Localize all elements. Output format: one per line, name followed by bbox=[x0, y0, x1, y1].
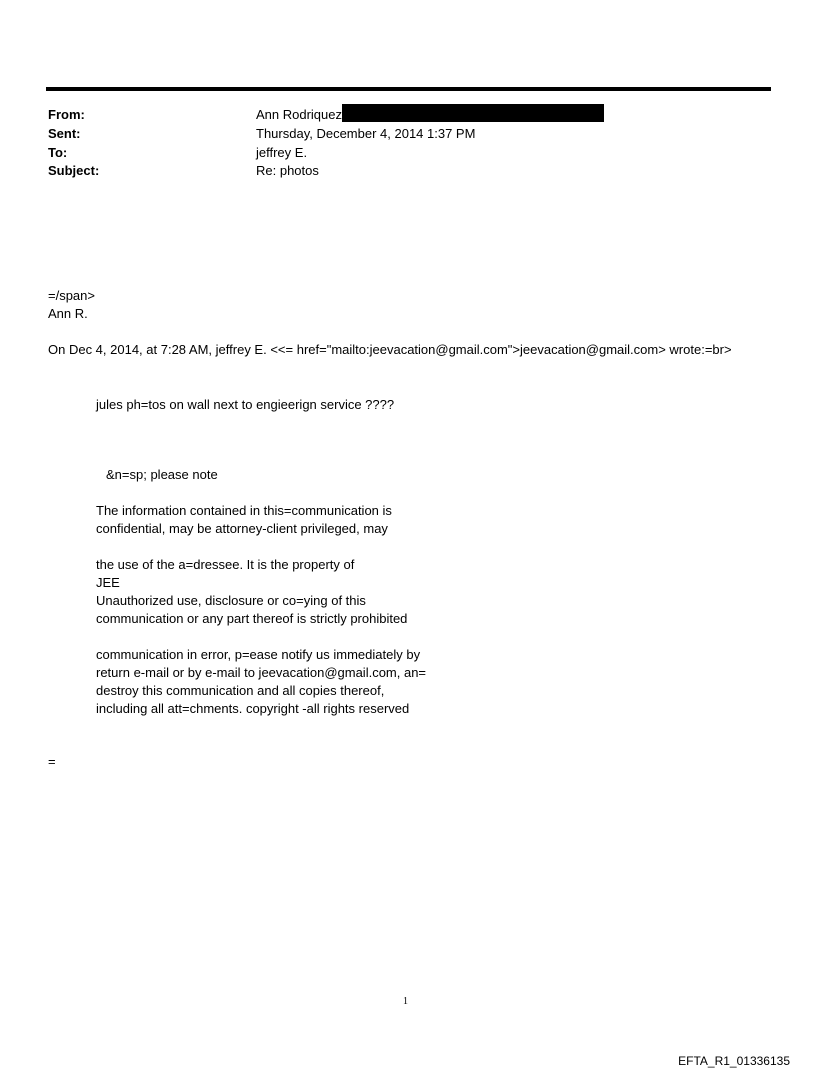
from-label: From: bbox=[48, 107, 85, 122]
to-value: jeffrey E. bbox=[256, 145, 308, 160]
header-to-row bbox=[48, 144, 748, 162]
signature: Ann R. bbox=[48, 306, 88, 321]
disclaimer-line-3: the use of the a=dressee. It is the property of bbox=[96, 557, 355, 572]
subject-label: Subject: bbox=[48, 163, 100, 178]
quoted-message: jules ph=tos on wall next to engieerign service ???? bbox=[96, 397, 395, 412]
redaction-box bbox=[342, 104, 604, 122]
sent-value: Thursday, December 4, 2014 1:37 PM bbox=[256, 126, 476, 141]
disclaimer-line-7: communication in error, p=ease notify us immediately by bbox=[96, 647, 421, 662]
header-subject-row bbox=[48, 162, 748, 180]
subject-value: Re: photos bbox=[256, 163, 319, 178]
disclaimer-line-1: The information contained in this=communication is bbox=[96, 503, 392, 518]
span-artifact: =/span> bbox=[48, 288, 95, 303]
equals-artifact: = bbox=[48, 754, 56, 769]
to-label: To: bbox=[48, 145, 68, 160]
from-value: Ann Rodriquez bbox=[256, 107, 342, 122]
header-divider-rule bbox=[46, 87, 771, 91]
nbsp-line: &n=sp; please note bbox=[106, 467, 218, 482]
header-sent-row bbox=[48, 125, 748, 143]
disclaimer-line-8: return e-mail or by e-mail to jeevacation@gmail.com, an= bbox=[96, 665, 427, 680]
disclaimer-line-10: including all att=chments. copyright -all rights reserved bbox=[96, 701, 410, 716]
bates-number: EFTA_R1_01336135 bbox=[678, 1054, 790, 1068]
page-number: 1 bbox=[403, 996, 408, 1007]
disclaimer-line-5: Unauthorized use, disclosure or co=ying of this bbox=[96, 593, 366, 608]
disclaimer-line-4: JEE bbox=[96, 575, 120, 590]
disclaimer-line-6: communication or any part thereof is strictly prohibited bbox=[96, 611, 408, 626]
disclaimer-line-9: destroy this communication and all copies thereof, bbox=[96, 683, 385, 698]
disclaimer-line-2: confidential, may be attorney-client privileged, may bbox=[96, 521, 388, 536]
sent-label: Sent: bbox=[48, 126, 81, 141]
quote-intro: On Dec 4, 2014, at 7:28 AM, jeffrey E. <<= href="mailto:jeevacation@gmail.com">jeevacation@gmail.com> wrote:=br> bbox=[48, 342, 732, 357]
